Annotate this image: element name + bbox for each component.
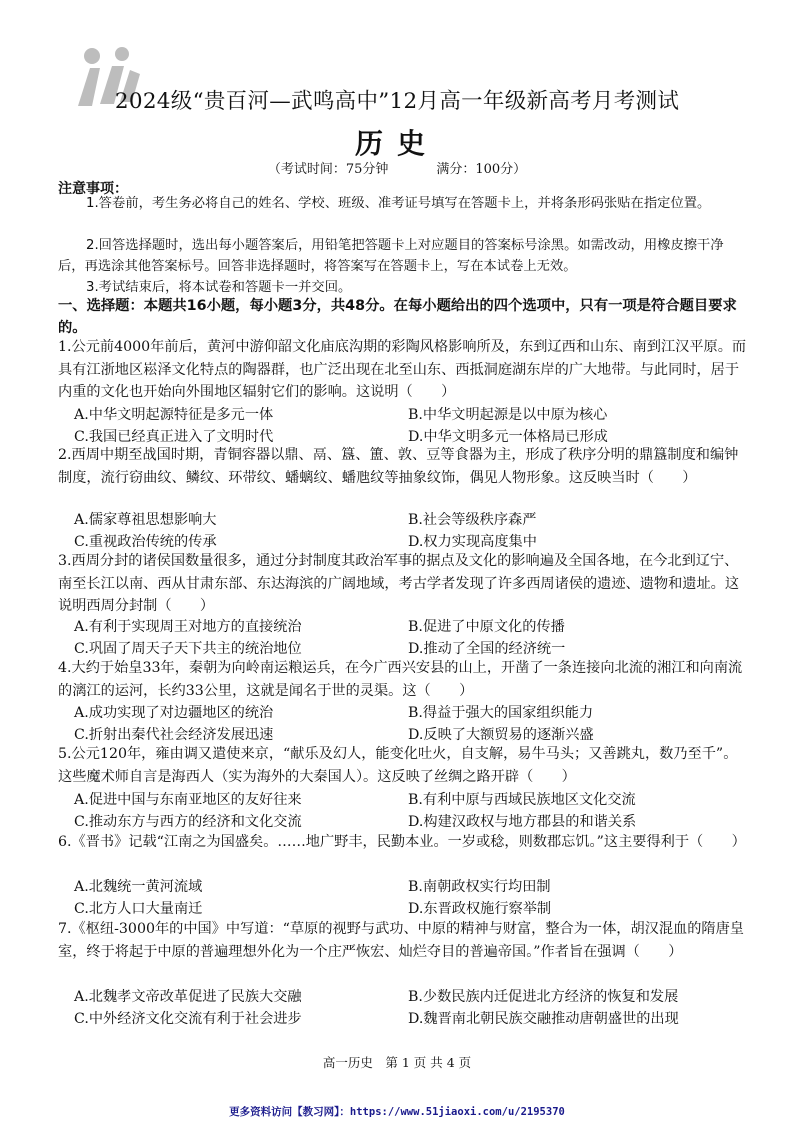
option-d: D.中华文明多元一体格局已形成 [408, 429, 608, 445]
exam-title: 2024级“贵百河—武鸣高中”12月高一年级新高考月考测试 [114, 89, 680, 114]
option-d: D.构建汉政权与地方郡县的和谐关系 [408, 814, 637, 830]
option-a: A.北魏统一黄河流域 [74, 879, 203, 895]
option-b: B.中华文明起源是以中原为核心 [408, 407, 608, 423]
question-stem: 6.《晋书》记载“江南之为国盛矣。……地广野丰，民勤本业。一岁或稔，则数郡忘饥。”这主要得利于（ ） [58, 834, 746, 850]
option-c: C.折射出秦代社会经济发展迅速 [74, 727, 274, 743]
notes-heading: 注意事项： [58, 181, 128, 197]
option-d: D.推动了全国的经济统一 [408, 641, 566, 657]
option-d: D.东晋政权施行察举制 [408, 901, 552, 917]
page-footer: 高一历史 第 1 页 共 4 页 [322, 1055, 472, 1070]
option-b: B.南朝政权实行均田制 [408, 879, 551, 895]
option-d: D.魏晋南北朝民族交融推动唐朝盛世的出现 [408, 1011, 679, 1027]
option-d: D.权力实现高度集中 [408, 534, 537, 550]
question-stem: 3.西周分封的诸侯国数量很多，通过分封制度其政治军事的据点及文化的影响遍及全国各地，在今北到辽宁、南至长江以南、西从甘肃东部、东达海滨的广阔地域，考古学者发现了许多西周诸侯的遗迹、遗物和遗址。这说明西周分封制（ ） [58, 553, 740, 615]
option-c: C.巩固了周天子天下共主的统治地位 [74, 641, 302, 657]
option-b: B.社会等级秩序森严 [408, 512, 537, 528]
exam-score: 满分：100分） [436, 162, 527, 177]
option-b: B.有利中原与西域民族地区文化交流 [408, 792, 636, 808]
section-heading: 一、选择题：本题共16小题，每小题3分，共48分。在每小题给出的四个选项中，只有一项是符合题目要求的。 [58, 298, 737, 336]
option-c: C.中外经济文化交流有利于社会进步 [74, 1011, 302, 1027]
question-stem: 1.公元前4000年前后，黄河中游仰韶文化庙底沟期的彩陶风格影响所及，东到辽西和山东、南到江汉平原。而具有江浙地区崧泽文化特点的陶器群，也广泛出现在北至山东、西抵洞庭湖东岸的广大地带。与此同时，居于内重的文化也开始向外围地区辐射它们的影响。这说明（ ） [58, 339, 747, 401]
subject-title: 历史 [354, 127, 439, 160]
option-a: A.促进中国与东南亚地区的友好往来 [74, 792, 302, 808]
option-c: C.重视政治传统的传承 [74, 534, 217, 550]
question-stem: 5.公元120年，雍由调又遣使来京，“献乐及幻人，能变化吐火，自支解，易牛马头；又善跳丸，数乃至千”。这些魔术师自言是海西人（实为海外的大秦国人）。这反映了丝绸之路开辟（ ） [58, 746, 738, 785]
question-stem: 7.《枢纽-3000年的中国》中写道：“草原的视野与武功、中原的精神与财富，整合为一体，胡汉混血的隋唐皇室，终于将起于中原的普遍理想外化为一个庄严恢宏、灿烂夺目的普遍帝国。”作者旨在强调（ ） [58, 921, 744, 960]
option-a: A.北魏孝文帝改革促进了民族大交融 [74, 989, 302, 1005]
option-c: C.北方人口大量南迁 [74, 901, 203, 917]
question-stem: 2.西周中期至战国时期，青铜容器以鼎、鬲、簋、簠、敦、豆等食器为主，形成了秩序分明的鼎簋制度和编钟制度，流行窃曲纹、鳞纹、环带纹、蟠螭纹、蟠虺纹等抽象纹饰，偶见人物形象。这反映当时（ ） [58, 447, 739, 486]
option-b: B.少数民族内迁促进北方经济的恢复和发展 [408, 989, 679, 1005]
option-c: C.我国已经真正进入了文明时代 [74, 429, 274, 445]
option-b: B.得益于强大的国家组织能力 [408, 705, 594, 721]
option-c: C.推动东方与西方的经济和文化交流 [74, 814, 302, 830]
option-b: B.促进了中原文化的传播 [408, 619, 565, 635]
exam-meta [0, 158, 794, 177]
option-a: A.有利于实现周王对地方的直接统治 [74, 619, 302, 635]
source-link[interactable]: 更多资料访问【教习网】：https://www.51jiaoxi.com/u/2195370 [229, 1106, 565, 1118]
note-item: 3.考试结束后，将本试卷和答题卡一并交回。 [86, 280, 352, 295]
note-item: 2.回答选择题时，选出每小题答案后，用铅笔把答题卡上对应题目的答案标号涂黑。如需改动，用橡皮擦干净后，再选涂其他答案标号。回答非选择题时，将答案写在答题卡上，写在本试卷上无效。 [58, 238, 724, 274]
option-d: D.反映了大额贸易的逐渐兴盛 [408, 727, 594, 743]
option-a: A.中华文明起源特征是多元一体 [74, 407, 274, 423]
option-a: A.成功实现了对边疆地区的统治 [74, 705, 274, 721]
exam-time: （考试时间：75分钟 [267, 162, 389, 177]
note-item: 1.答卷前，考生务必将自己的姓名、学校、班级、准考证号填写在答题卡上，并将条形码张贴在指定位置。 [86, 196, 711, 211]
question-stem: 4.大约于始皇33年，秦朝为向岭南运粮运兵，在今广西兴安县的山上，开凿了一条连接向北流的湘江和向南流的漓江的运河，长约33公里，这就是闻名于世的灵渠。这（ ） [58, 660, 743, 699]
option-a: A.儒家尊祖思想影响大 [74, 512, 217, 528]
